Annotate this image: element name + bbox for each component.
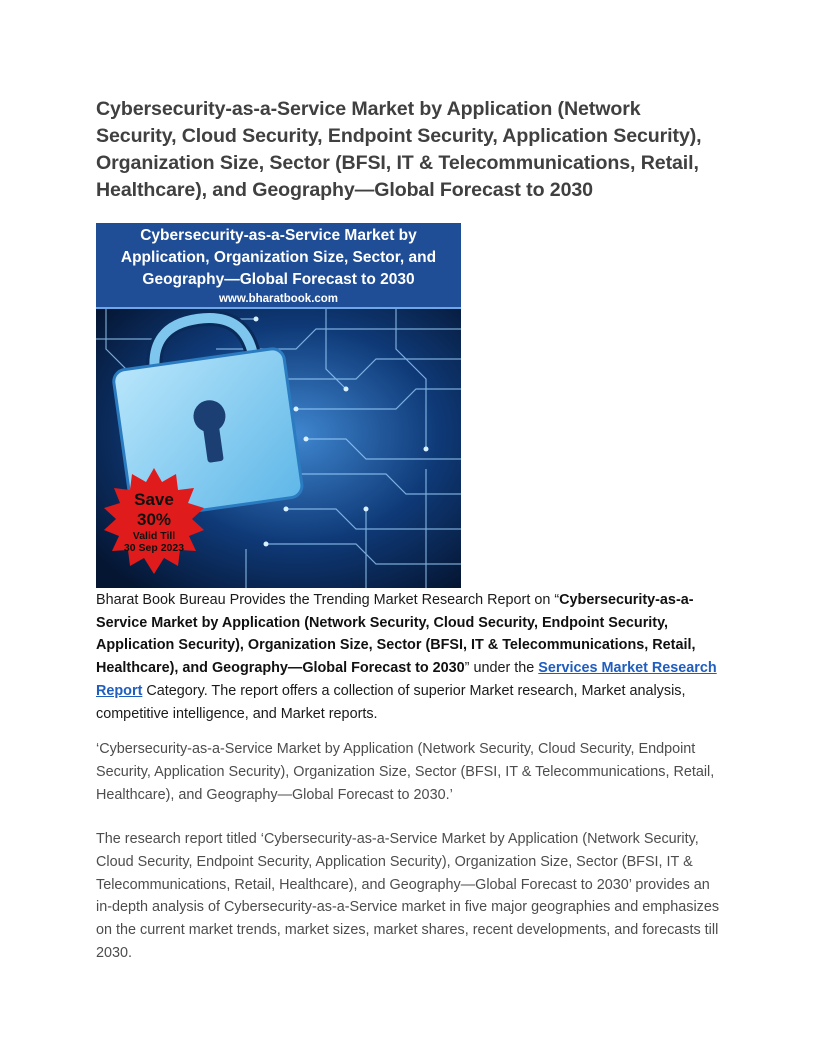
badge-valid-date: 30 Sep 2023	[123, 542, 185, 554]
intro-prefix: Bharat Book Bureau Provides the Trending Market Research Report on “	[96, 592, 560, 608]
description-paragraph: The research report titled ‘Cybersecurity-as-a-Service Market by Application (Network Security, Cloud Security, Endpoint Security, Application Security), Organization Size, Sector (BFSI, IT & Telecommunications, Retail, Healthcare), and Geography—Global Forecast to 2030’ provides an in-depth analysis of Cybersecurity-as-a-Service market in five major geographies and emphasizes on the current market trends, market sizes, market shares, recent developments, and forecasts till 2030.	[96, 831, 720, 961]
intro-paragraph	[96, 589, 720, 725]
badge-text	[98, 466, 210, 578]
intro-suffix: Category. The report offers a collection of superior Market research, Market analysis, competitive intelligence, and Market reports.	[96, 682, 686, 722]
badge-percent: 30%	[136, 510, 172, 529]
cover-website: www.bharatbook.com	[218, 293, 339, 305]
intro-report-name: Cybersecurity-as-a-Service Market by Application (Network Security, Cloud Security, Endpoint Security, Application Security), Organization Size, Sector (BFSI, IT & Telecommunications, Retail, Healthcare), and Geography—Global Forecast to 2030	[96, 592, 696, 677]
document-page	[96, 96, 720, 965]
badge-valid-label: Valid Till	[132, 530, 176, 542]
discount-badge	[98, 466, 210, 578]
intro-middle: ” under the	[464, 660, 539, 677]
category-link[interactable]: Services Market Research Report	[96, 660, 717, 699]
cover-title-line: Geography—Global Forecast to 2030	[142, 271, 415, 288]
badge-save: Save	[134, 490, 174, 509]
document-title: Cybersecurity-as-a-Service Market by Application (Network Security, Cloud Security, Endpoint Security, Application Security), Organization Size, Sector (BFSI, IT & Telecommunications, Retail, Healthcare), and Geography—Global Forecast to 2030	[96, 98, 702, 201]
cover-header	[96, 223, 461, 309]
quote-paragraph: ‘Cybersecurity-as-a-Service Market by Application (Network Security, Cloud Security, Endpoint Security, Application Security), Organization Size, Sector (BFSI, IT & Telecommunications, Retail, Healthcare), and Geography—Global Forecast to 2030.’	[96, 741, 715, 803]
cover-title-line: Application, Organization Size, Sector, and	[120, 249, 437, 266]
cover-image	[96, 223, 461, 588]
cover-title	[96, 223, 461, 291]
cover-title-line: Cybersecurity-as-a-Service Market by	[140, 227, 417, 244]
